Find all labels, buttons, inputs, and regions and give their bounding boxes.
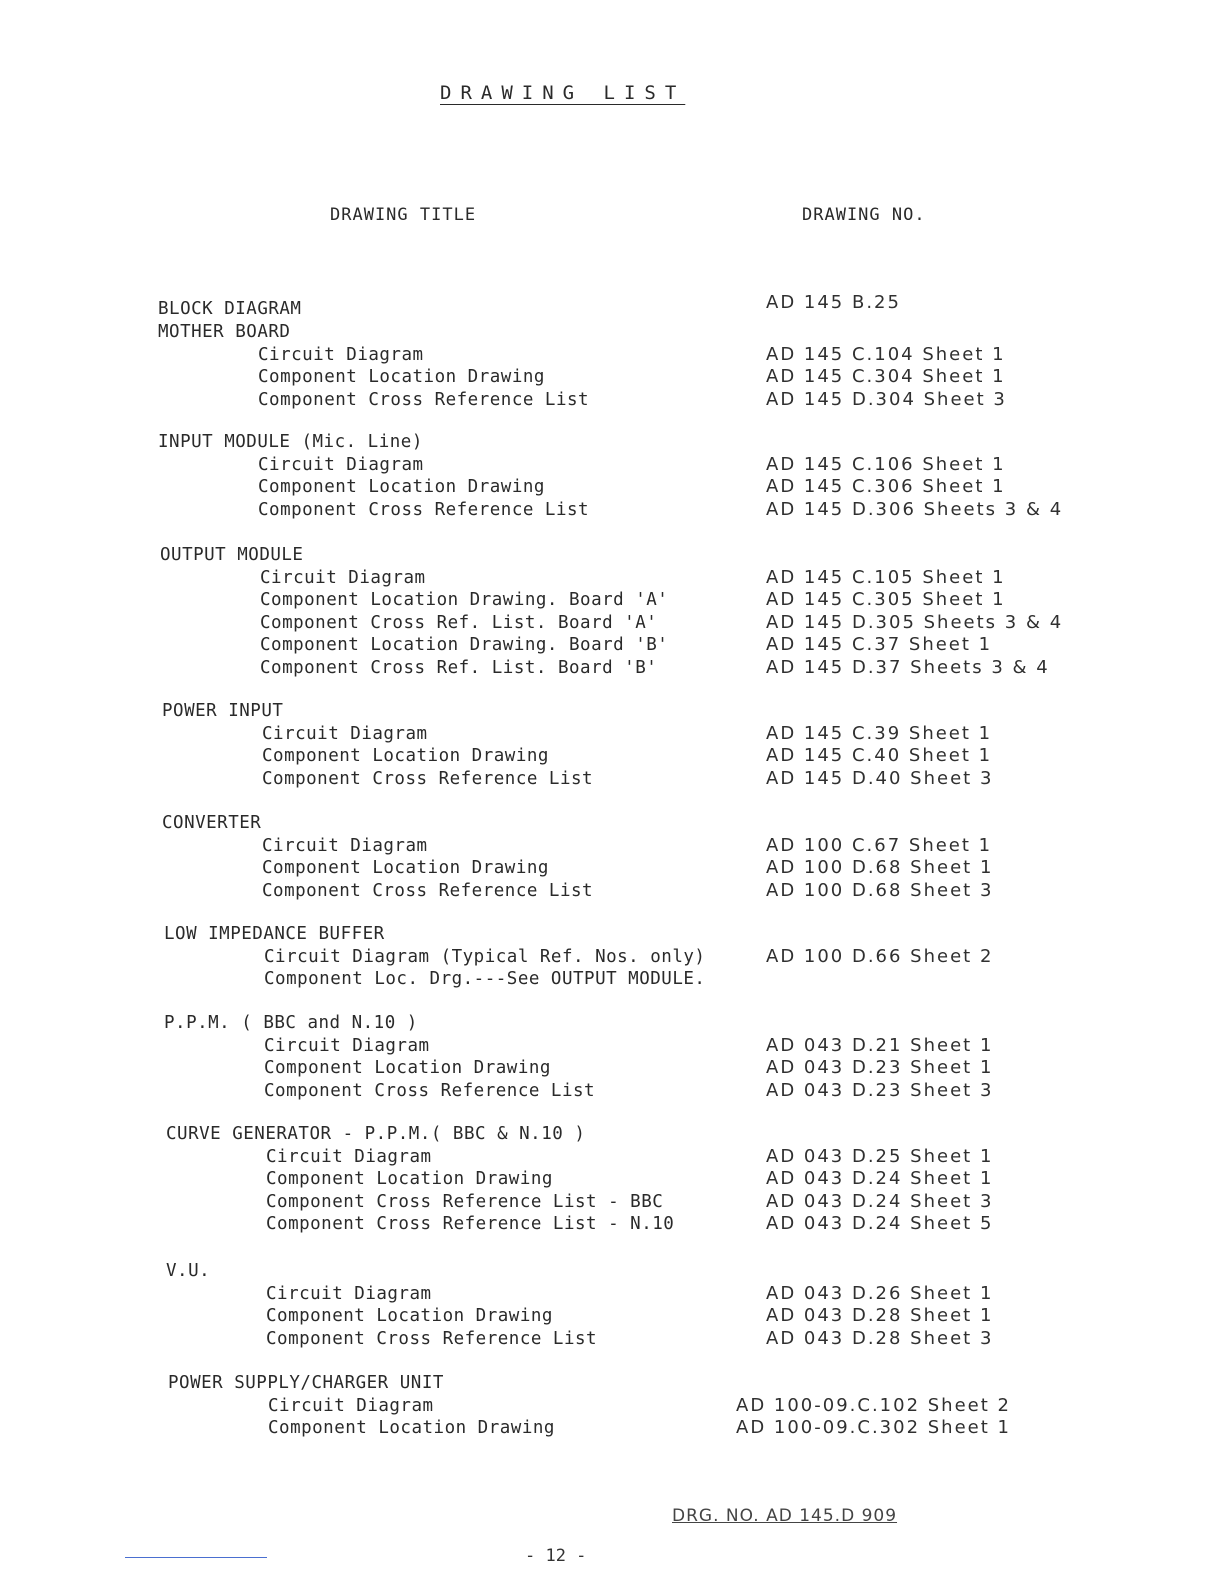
drawing-number: AD 100 D.68 Sheet 1 xyxy=(766,857,994,878)
list-item xyxy=(160,657,1120,680)
list-item xyxy=(160,612,1120,635)
drawing-description: Circuit Diagram xyxy=(266,1283,432,1304)
section-title-text: POWER SUPPLY/CHARGER UNIT xyxy=(168,1373,444,1393)
drawing-number: AD 145 C.40 Sheet 1 xyxy=(766,745,993,766)
list-item xyxy=(164,1035,1124,1058)
drawing-number: AD 043 D.24 Sheet 5 xyxy=(766,1213,994,1234)
section xyxy=(160,544,1120,679)
drawing-description: Component Cross Reference List xyxy=(264,1080,596,1101)
drawing-description: Component Location Drawing xyxy=(262,746,549,766)
drawing-number: AD 100-09.C.102 Sheet 2 xyxy=(736,1394,1011,1416)
drawing-description: Component Location Drawing xyxy=(266,1169,553,1189)
drawing-description: Component Cross Reference List xyxy=(258,499,590,520)
drawing-description: Component Location Drawing xyxy=(258,477,545,497)
page-number: - 12 - xyxy=(525,1546,587,1566)
drawing-number: AD 145 D.306 Sheets 3 & 4 xyxy=(766,498,1064,520)
drawing-number: AD 145 D.305 Sheets 3 & 4 xyxy=(766,611,1064,633)
section-title xyxy=(168,1372,1128,1395)
drawing-number: AD 145 C.304 Sheet 1 xyxy=(766,366,1006,387)
drawing-description: Circuit Diagram (Typical Ref. Nos. only) xyxy=(264,946,706,967)
drawing-number: AD 043 D.23 Sheet 3 xyxy=(766,1079,994,1101)
drawing-description: Circuit Diagram xyxy=(262,835,428,856)
list-item xyxy=(166,1146,1126,1169)
drawing-description: Component Cross Reference List xyxy=(258,389,590,410)
drawing-reference: DRG. NO. AD 145.D 909 xyxy=(672,1506,898,1526)
drawing-description: Circuit Diagram xyxy=(258,454,424,475)
list-item xyxy=(158,389,1118,412)
list-item xyxy=(162,768,1122,791)
list-item xyxy=(158,454,1118,477)
drawing-number: AD 145 C.106 Sheet 1 xyxy=(766,453,1006,475)
list-item xyxy=(166,1168,1126,1191)
drawing-description: Circuit Diagram xyxy=(268,1395,434,1416)
list-item xyxy=(164,968,1124,991)
section-title xyxy=(160,544,1120,567)
section xyxy=(166,1123,1126,1236)
drawing-description: Component Cross Reference List - N.10 xyxy=(266,1214,675,1234)
list-item xyxy=(166,1283,1126,1306)
section-title xyxy=(158,431,1118,454)
drawing-description: Circuit Diagram xyxy=(264,1035,430,1056)
drawing-description: Circuit Diagram xyxy=(262,723,428,744)
drawing-number: AD 100-09.C.302 Sheet 1 xyxy=(736,1417,1011,1438)
list-item xyxy=(168,1417,1128,1440)
list-item xyxy=(162,723,1122,746)
section-title xyxy=(158,321,1118,344)
section-title-text: BLOCK DIAGRAM xyxy=(158,299,302,319)
drawing-description: Component Cross Ref. List. Board 'A' xyxy=(260,612,658,633)
section xyxy=(166,1260,1126,1350)
drawing-number: AD 145 C.37 Sheet 1 xyxy=(766,634,993,655)
drawing-number: AD 043 D.28 Sheet 1 xyxy=(766,1305,994,1326)
drawing-description: Component Location Drawing. Board 'A' xyxy=(260,590,669,610)
drawing-description: Component Location Drawing xyxy=(266,1306,553,1326)
drawing-number: AD 145 D.37 Sheets 3 & 4 xyxy=(766,656,1050,678)
drawing-description: Component Cross Reference List xyxy=(266,1328,598,1349)
section xyxy=(158,431,1118,521)
drawing-number: AD 145 D.304 Sheet 3 xyxy=(766,388,1007,410)
section xyxy=(164,1012,1124,1102)
section-title-text: INPUT MODULE (Mic. Line) xyxy=(158,432,423,452)
drawing-number: AD 043 D.26 Sheet 1 xyxy=(766,1282,994,1304)
drawing-number-header: DRAWING NO. xyxy=(802,205,926,225)
drawing-title-header: DRAWING TITLE xyxy=(330,205,477,225)
list-item xyxy=(166,1305,1126,1328)
page-title: DRAWING LIST xyxy=(440,82,686,104)
drawing-description: Component Location Drawing xyxy=(264,1058,551,1078)
drawing-description: Component Location Drawing. Board 'B' xyxy=(260,635,669,655)
section-title-text: P.P.M. ( BBC and N.10 ) xyxy=(164,1013,418,1033)
footer-rule xyxy=(125,1557,267,1558)
drawing-number: AD 043 D.23 Sheet 1 xyxy=(766,1057,994,1078)
drawing-number: AD 100 C.67 Sheet 1 xyxy=(766,834,993,856)
drawing-description: Circuit Diagram xyxy=(258,344,424,365)
drawing-description: Component Cross Ref. List. Board 'B' xyxy=(260,657,658,678)
section-title xyxy=(164,923,1124,946)
section xyxy=(158,292,1118,321)
list-item xyxy=(162,880,1122,903)
list-item xyxy=(168,1395,1128,1418)
drawing-number: AD 145 C.306 Sheet 1 xyxy=(766,476,1006,497)
list-item xyxy=(162,857,1122,880)
section-title-text: OUTPUT MODULE xyxy=(160,545,304,565)
drawing-description: Circuit Diagram xyxy=(260,567,426,588)
list-item xyxy=(164,946,1124,969)
list-item xyxy=(158,476,1118,499)
drawing-number: AD 043 D.24 Sheet 1 xyxy=(766,1168,994,1189)
section xyxy=(168,1372,1128,1440)
section-title xyxy=(162,700,1122,723)
section xyxy=(158,321,1118,411)
section-title-text: V.U. xyxy=(166,1261,211,1281)
list-item xyxy=(166,1328,1126,1351)
list-item xyxy=(158,499,1118,522)
drawing-description: Component Cross Reference List - BBC xyxy=(266,1191,664,1212)
section-title xyxy=(158,292,1118,321)
section-title-text: LOW IMPEDANCE BUFFER xyxy=(164,924,385,944)
drawing-description: Component Cross Reference List xyxy=(262,880,594,901)
section-title-text: CONVERTER xyxy=(162,813,262,833)
drawing-number: AD 145 C.39 Sheet 1 xyxy=(766,722,993,744)
drawing-description: Circuit Diagram xyxy=(266,1146,432,1167)
section-title xyxy=(166,1260,1126,1283)
drawing-number: AD 100 D.66 Sheet 2 xyxy=(766,945,994,967)
section-title-text: MOTHER BOARD xyxy=(158,322,291,342)
list-item xyxy=(162,835,1122,858)
list-item xyxy=(160,589,1120,612)
drawing-number: AD 100 D.68 Sheet 3 xyxy=(766,879,994,901)
section-title-text: CURVE GENERATOR - P.P.M.( BBC & N.10 ) xyxy=(166,1124,586,1144)
list-item xyxy=(166,1191,1126,1214)
section-title xyxy=(162,812,1122,835)
list-item xyxy=(160,567,1120,590)
drawing-number: AD 145 C.104 Sheet 1 xyxy=(766,343,1006,365)
drawing-number: AD 145 C.305 Sheet 1 xyxy=(766,589,1006,610)
list-item xyxy=(166,1213,1126,1236)
section-title xyxy=(166,1123,1126,1146)
section xyxy=(162,700,1122,790)
list-item xyxy=(158,344,1118,367)
section xyxy=(162,812,1122,902)
drawing-number: AD 043 D.24 Sheet 3 xyxy=(766,1190,994,1212)
section xyxy=(164,923,1124,991)
drawing-number: AD 145 C.105 Sheet 1 xyxy=(766,566,1006,588)
list-item xyxy=(158,366,1118,389)
section-title-text: POWER INPUT xyxy=(162,701,284,721)
drawing-description: Component Location Drawing xyxy=(268,1418,555,1438)
drawing-number: AD 043 D.21 Sheet 1 xyxy=(766,1034,994,1056)
drawing-number: AD 145 D.40 Sheet 3 xyxy=(766,767,994,789)
drawing-number: AD 043 D.28 Sheet 3 xyxy=(766,1327,994,1349)
list-item xyxy=(164,1080,1124,1103)
drawing-description: Component Cross Reference List xyxy=(262,768,594,789)
drawing-description: Component Location Drawing xyxy=(258,367,545,387)
drawing-description: Component Location Drawing xyxy=(262,858,549,878)
section-title xyxy=(164,1012,1124,1035)
drawing-number: AD 043 D.25 Sheet 1 xyxy=(766,1145,994,1167)
list-item xyxy=(162,745,1122,768)
drawing-description: Component Loc. Drg.---See OUTPUT MODULE. xyxy=(264,969,706,989)
list-item xyxy=(160,634,1120,657)
list-item xyxy=(164,1057,1124,1080)
section-drawing-number: AD 145 B.25 xyxy=(766,292,901,313)
